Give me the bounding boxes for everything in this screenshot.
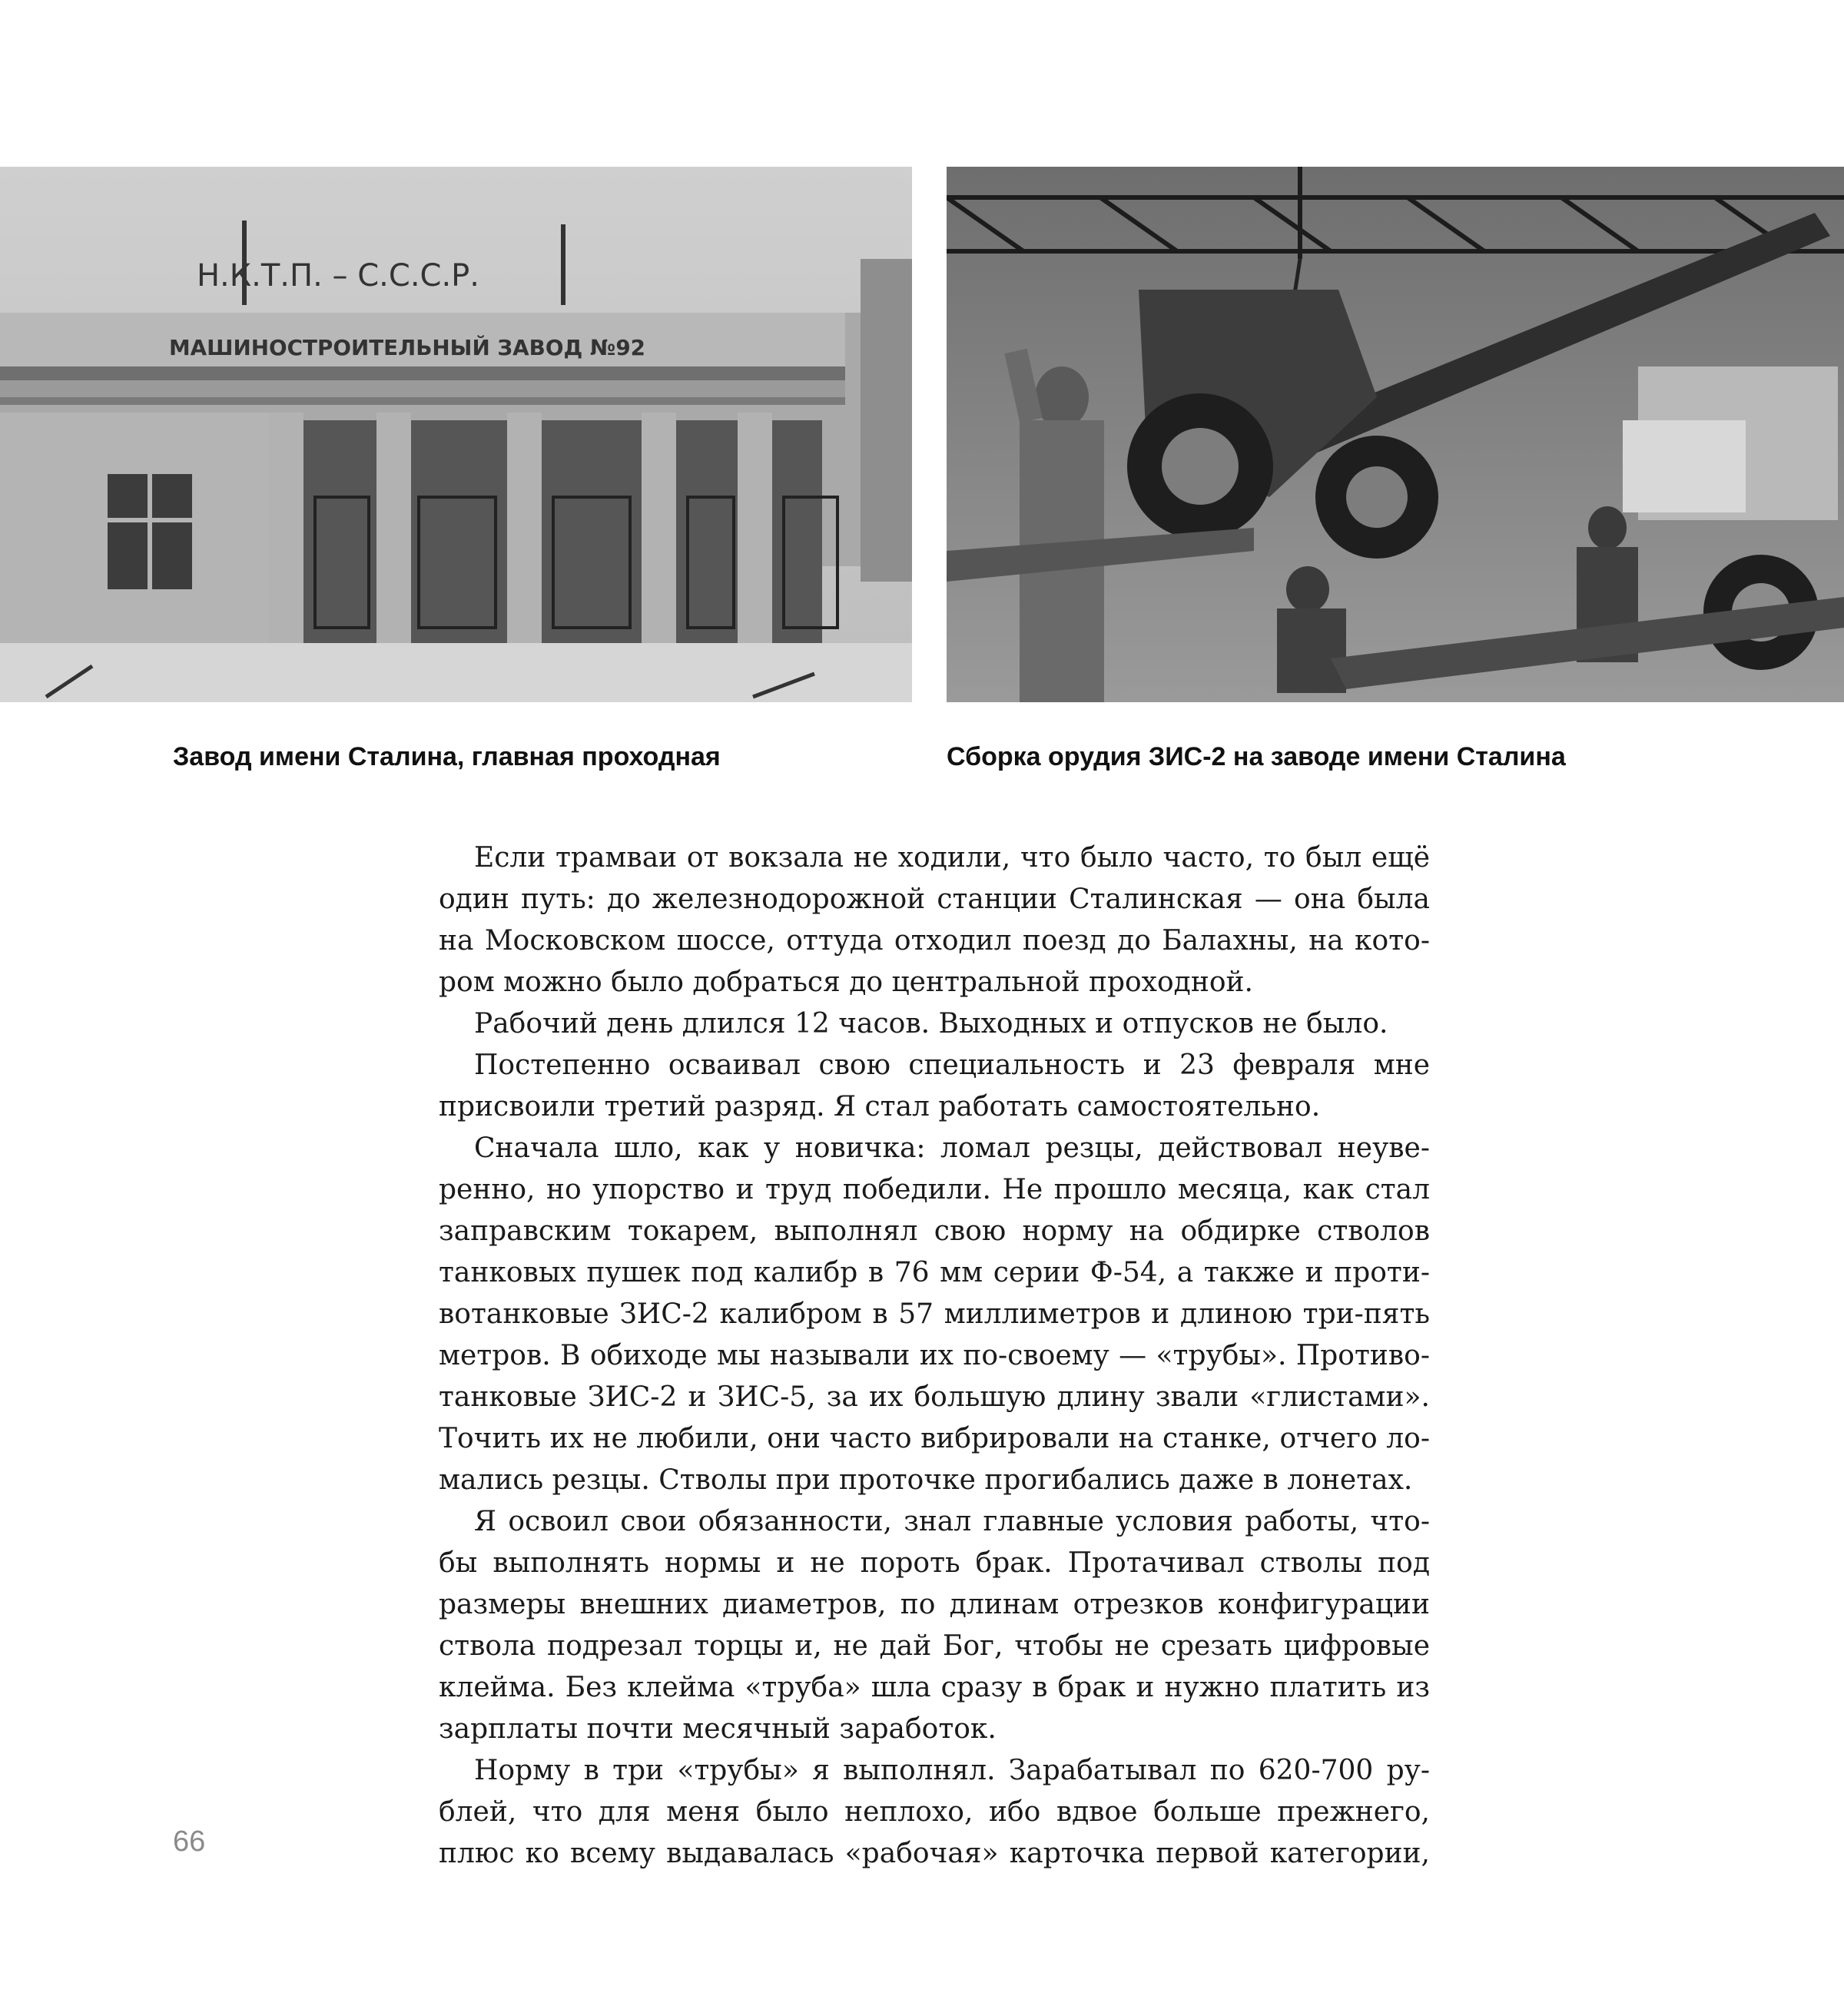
paragraph xyxy=(439,837,1430,1003)
text-line: вотанковые ЗИС-2 калибром в 57 миллиметров и длиною три-пять xyxy=(439,1298,1430,1330)
text-line: ствола подрезал торцы и, не дай Бог, чтобы не срезать цифровые xyxy=(439,1630,1430,1662)
paragraph xyxy=(439,1128,1430,1501)
text-line: ром можно было добраться до центральной проходной. xyxy=(439,967,1253,998)
text-line: Норму в три «трубы» я выполнял. Зарабатывал по 620-700 ру- xyxy=(474,1755,1430,1786)
paragraph xyxy=(439,1501,1430,1750)
text-line: клейма. Без клейма «труба» шла сразу в брак и нужно платить из xyxy=(439,1672,1430,1703)
photo-zis2-assembly xyxy=(947,167,1844,702)
photo-factory-entrance xyxy=(0,167,912,702)
text-line: зарплаты почти месячный заработок. xyxy=(439,1713,997,1745)
text-line: Я освоил свои обязанности, знал главные условия работы, что- xyxy=(474,1506,1430,1537)
text-line: плюс ко всему выдавалась «рабочая» карточка первой категории, xyxy=(439,1838,1430,1869)
text-line: Точить их не любили, они часто вибрировали на станке, отчего ло- xyxy=(439,1423,1430,1454)
text-line: Рабочий день длился 12 часов. Выходных и отпусков не было. xyxy=(474,1008,1388,1040)
text-line: Постепенно осваивал свою специальность и 23 февраля мне xyxy=(474,1049,1430,1081)
text-line: танковых пушек под калибр в 76 мм серии Ф-54, а также и проти- xyxy=(439,1257,1430,1288)
text-line: блей, что для меня было неплохо, ибо вдвое больше прежнего, xyxy=(439,1796,1430,1828)
paragraph xyxy=(439,1750,1430,1875)
text-line: Если трамваи от вокзала не ходили, что было часто, то был ещё xyxy=(474,842,1430,874)
text-line: на Московском шоссе, оттуда отходил поезд до Балахны, на кото- xyxy=(439,925,1430,957)
sign-factory-92: МАШИНОСТРОИТЕЛЬНЫЙ ЗАВОД №92 xyxy=(169,335,649,360)
paragraph xyxy=(439,1045,1430,1128)
text-line: мались резцы. Стволы при проточке прогибались даже в лонетах. xyxy=(439,1464,1413,1496)
text-line: размеры внешних диаметров, по длинам отрезков конфигурации xyxy=(439,1589,1430,1620)
page-number: 66 xyxy=(173,1825,206,1858)
text-line: присвоили третий разряд. Я стал работать самостоятельно. xyxy=(439,1091,1321,1122)
text-line: Сначала шло, как у новичка: ломал резцы, действовал неуве- xyxy=(474,1132,1430,1164)
sign-nktp: Н.К.Т.П. – С.С.С.Р. xyxy=(196,258,480,293)
text-line: танковые ЗИС-2 и ЗИС-5, за их большую длину звали «глистами». xyxy=(439,1381,1430,1413)
factory-entrance-image xyxy=(0,167,912,702)
text-line: заправским токарем, выполнял свою норму на обдирке стволов xyxy=(439,1215,1430,1247)
zis2-assembly-image xyxy=(947,167,1844,702)
caption-zis2-assembly: Сборка орудия ЗИС-2 на заводе имени Сталина xyxy=(947,742,1566,771)
caption-factory-entrance: Завод имени Сталина, главная проходная xyxy=(173,742,721,771)
text-line: бы выполнять нормы и не пороть брак. Протачивал стволы под xyxy=(439,1547,1430,1579)
text-line: метров. В обиходе мы называли их по-своему — «трубы». Противо- xyxy=(439,1340,1430,1371)
paragraph xyxy=(439,1003,1430,1045)
text-line: ренно, но упорство и труд победили. Не прошло месяца, как стал xyxy=(439,1174,1430,1205)
body-text xyxy=(439,837,1430,1875)
text-line: один путь: до железнодорожной станции Сталинская — она была xyxy=(439,884,1430,915)
